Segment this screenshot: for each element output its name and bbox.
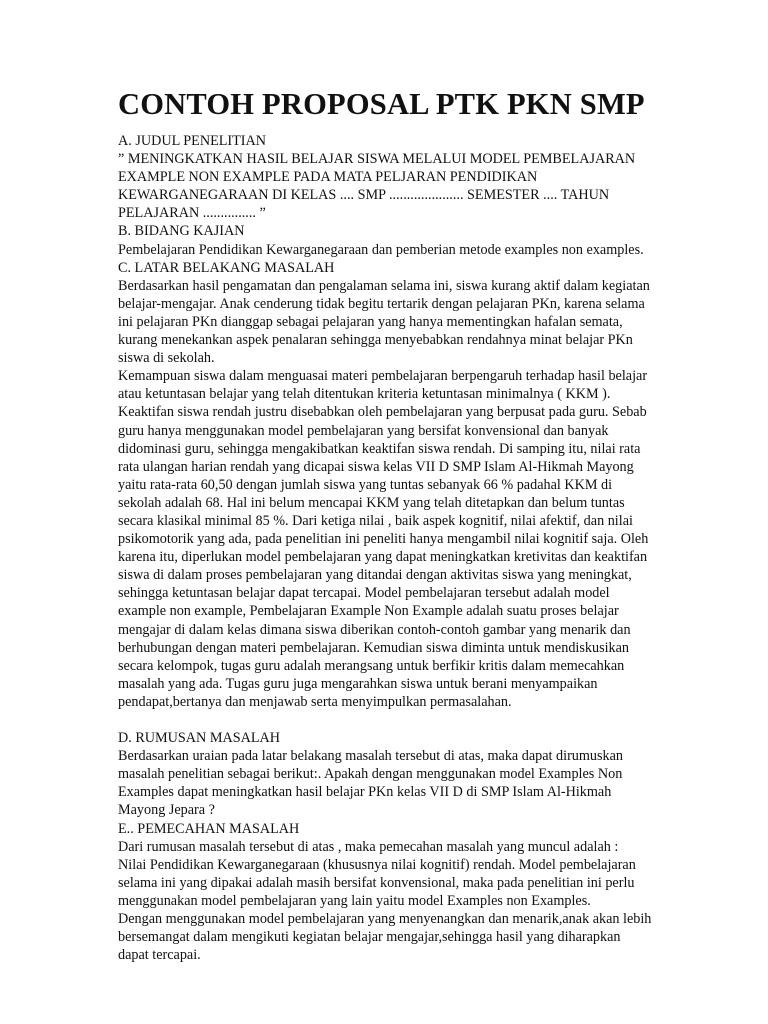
text-line: sekolah adalah 68. Hal ini belum mencapai KKM yang telah ditetapkan dan belum tuntas — [118, 494, 625, 511]
blank-line — [118, 711, 658, 729]
text-line: ini pelajaran PKn dianggap sebagai pelajaran yang hanya mementingkan hafalan semata, — [118, 313, 623, 330]
text-line: psikomotorik yang ada, pada penelitian ini peneliti hanya mengambil nilai kognitif saja. Oleh — [118, 531, 649, 548]
text-line: C. LATAR BELAKANG MASALAH — [118, 259, 335, 276]
text-line: siswa di sekolah. — [118, 350, 215, 367]
text-line: bersemangat dalam mengikuti kegiatan belajar mengajar,sehingga hasil yang diharapkan — [118, 929, 621, 946]
text-line: belajar-mengajar. Anak cenderung tidak begitu tertarik dengan pelajaran PKn, karena selama — [118, 295, 645, 312]
text-line: D. RUMUSAN MASALAH — [118, 730, 280, 747]
text-line: berhubungan dengan materi pembelajaran. Kemudian siswa diminta untuk mendiskusikan — [118, 639, 630, 656]
text-line: kurang menekankan aspek penalaran sehingga menyebabkan rendahnya minat belajar PKn — [118, 332, 633, 349]
text-line: Keaktifan siswa rendah justru disebabkan oleh pembelajaran yang berpusat pada guru. Sebab — [118, 404, 647, 421]
text-line: B. BIDANG KAJIAN — [118, 223, 245, 240]
text-line: EXAMPLE NON EXAMPLE PADA MATA PELJARAN PENDIDIKAN — [118, 169, 538, 186]
document-page — [118, 86, 658, 964]
text-line: selama ini yang dipakai adalah masih bersifat konvensional, maka pada penelitian ini perlu — [118, 874, 635, 891]
text-line: Mayong Jepara ? — [118, 802, 215, 819]
text-line: karena itu, diperlukan model pembelajaran yang dapat meningkatkan kretivitas dan keaktifan — [118, 549, 648, 566]
text-line: masalah penelitian sebagai berikut:. Apakah dengan menggunakan model Examples Non — [118, 766, 623, 783]
text-line: Examples dapat meningkatkan hasil belajar PKn kelas VII D di SMP Islam Al-Hikmah — [118, 784, 612, 801]
text-line: masalah yang ada. Tugas guru juga mengarahkan siswa untuk berani menyampaikan — [118, 675, 598, 692]
text-line: yaitu rata-rata 60,50 dengan jumlah siswa yang tuntas sebanyak 66 % padahal KKM di — [118, 476, 613, 493]
text-line: Pembelajaran Pendidikan Kewarganegaraan dan pemberian metode examples non examples. — [118, 241, 644, 258]
text-line: E.. PEMECAHAN MASALAH — [118, 820, 300, 837]
text-line: didominasi guru, sehingga mengakibatkan keaktifan siswa rendah. Di samping itu, nilai rata — [118, 440, 641, 457]
text-line: menggunakan model pembelajaran yang lain yaitu model Examples non Examples. — [118, 892, 591, 909]
text-line: secara kelompok, tugas guru adalah merangsang untuk berfikir kritis dalam memecahkan — [118, 657, 625, 674]
text-line: ” MENINGKATKAN HASIL BELAJAR SISWA MELALUI MODEL PEMBELAJARAN — [118, 151, 636, 168]
text-line: Berdasarkan uraian pada latar belakang masalah tersebut di atas, maka dapat dirumuskan — [118, 748, 624, 765]
text-line: mengajar di dalam kelas dimana siswa diberikan contoh-contoh gambar yang menarik dan — [118, 621, 631, 638]
text-line: A. JUDUL PENELITIAN — [118, 133, 267, 149]
text-line: sehingga ketuntasan belajar dapat tercapai. Model pembelajaran tersebut adalah model — [118, 585, 610, 602]
document-title: CONTOH PROPOSAL PTK PKN SMP — [118, 87, 645, 121]
text-line: KEWARGANEGARAAN DI KELAS .... SMP ..................... SEMESTER .... TAHUN — [118, 187, 610, 204]
text-line: pendapat,bertanya dan menjawab serta menyimpulkan permasalahan. — [118, 693, 512, 710]
text-line: Dengan menggunakan model pembelajaran yang menyenangkan dan menarik,anak akan lebih — [118, 911, 652, 928]
text-line: example non example, Pembelajaran Example Non Example adalah suatu proses belajar — [118, 603, 619, 620]
text-line: PELAJARAN ............... ” — [118, 205, 266, 222]
text-line: Dari rumusan masalah tersebut di atas , maka pemecahan masalah yang muncul adalah : — [118, 838, 619, 855]
text-line: siswa di dalam proses pembelajaran yang ditandai dengan aktivitas siswa yang meningkat, — [118, 567, 632, 584]
document-body — [118, 132, 658, 964]
text-line: Kemampuan siswa dalam menguasai materi pembelajaran berpengaruh terhadap hasil belajar — [118, 368, 648, 385]
text-line: rata ulangan harian rendah yang dicapai siswa kelas VII D SMP Islam Al-Hikmah Mayong — [118, 458, 634, 475]
text-line: Berdasarkan hasil pengamatan dan pengalaman selama ini, siswa kurang aktif dalam kegiatan — [118, 277, 650, 294]
text-line: Nilai Pendidikan Kewarganegaraan (khususnya nilai kognitif) rendah. Model pembelajaran — [118, 856, 636, 873]
text-line: atau ketuntasan belajar yang telah ditentukan kriteria ketuntasan minimalnya ( KKM ). — [118, 386, 611, 403]
text-line: guru hanya menggunakan model pembelajaran yang bersifat konvensional dan banyak — [118, 422, 609, 439]
text-line: dapat tercapai. — [118, 947, 201, 964]
text-line: secara klasikal minimal 85 %. Dari ketiga nilai , baik aspek kognitif, nilai afektif, dan nilai — [118, 512, 633, 529]
